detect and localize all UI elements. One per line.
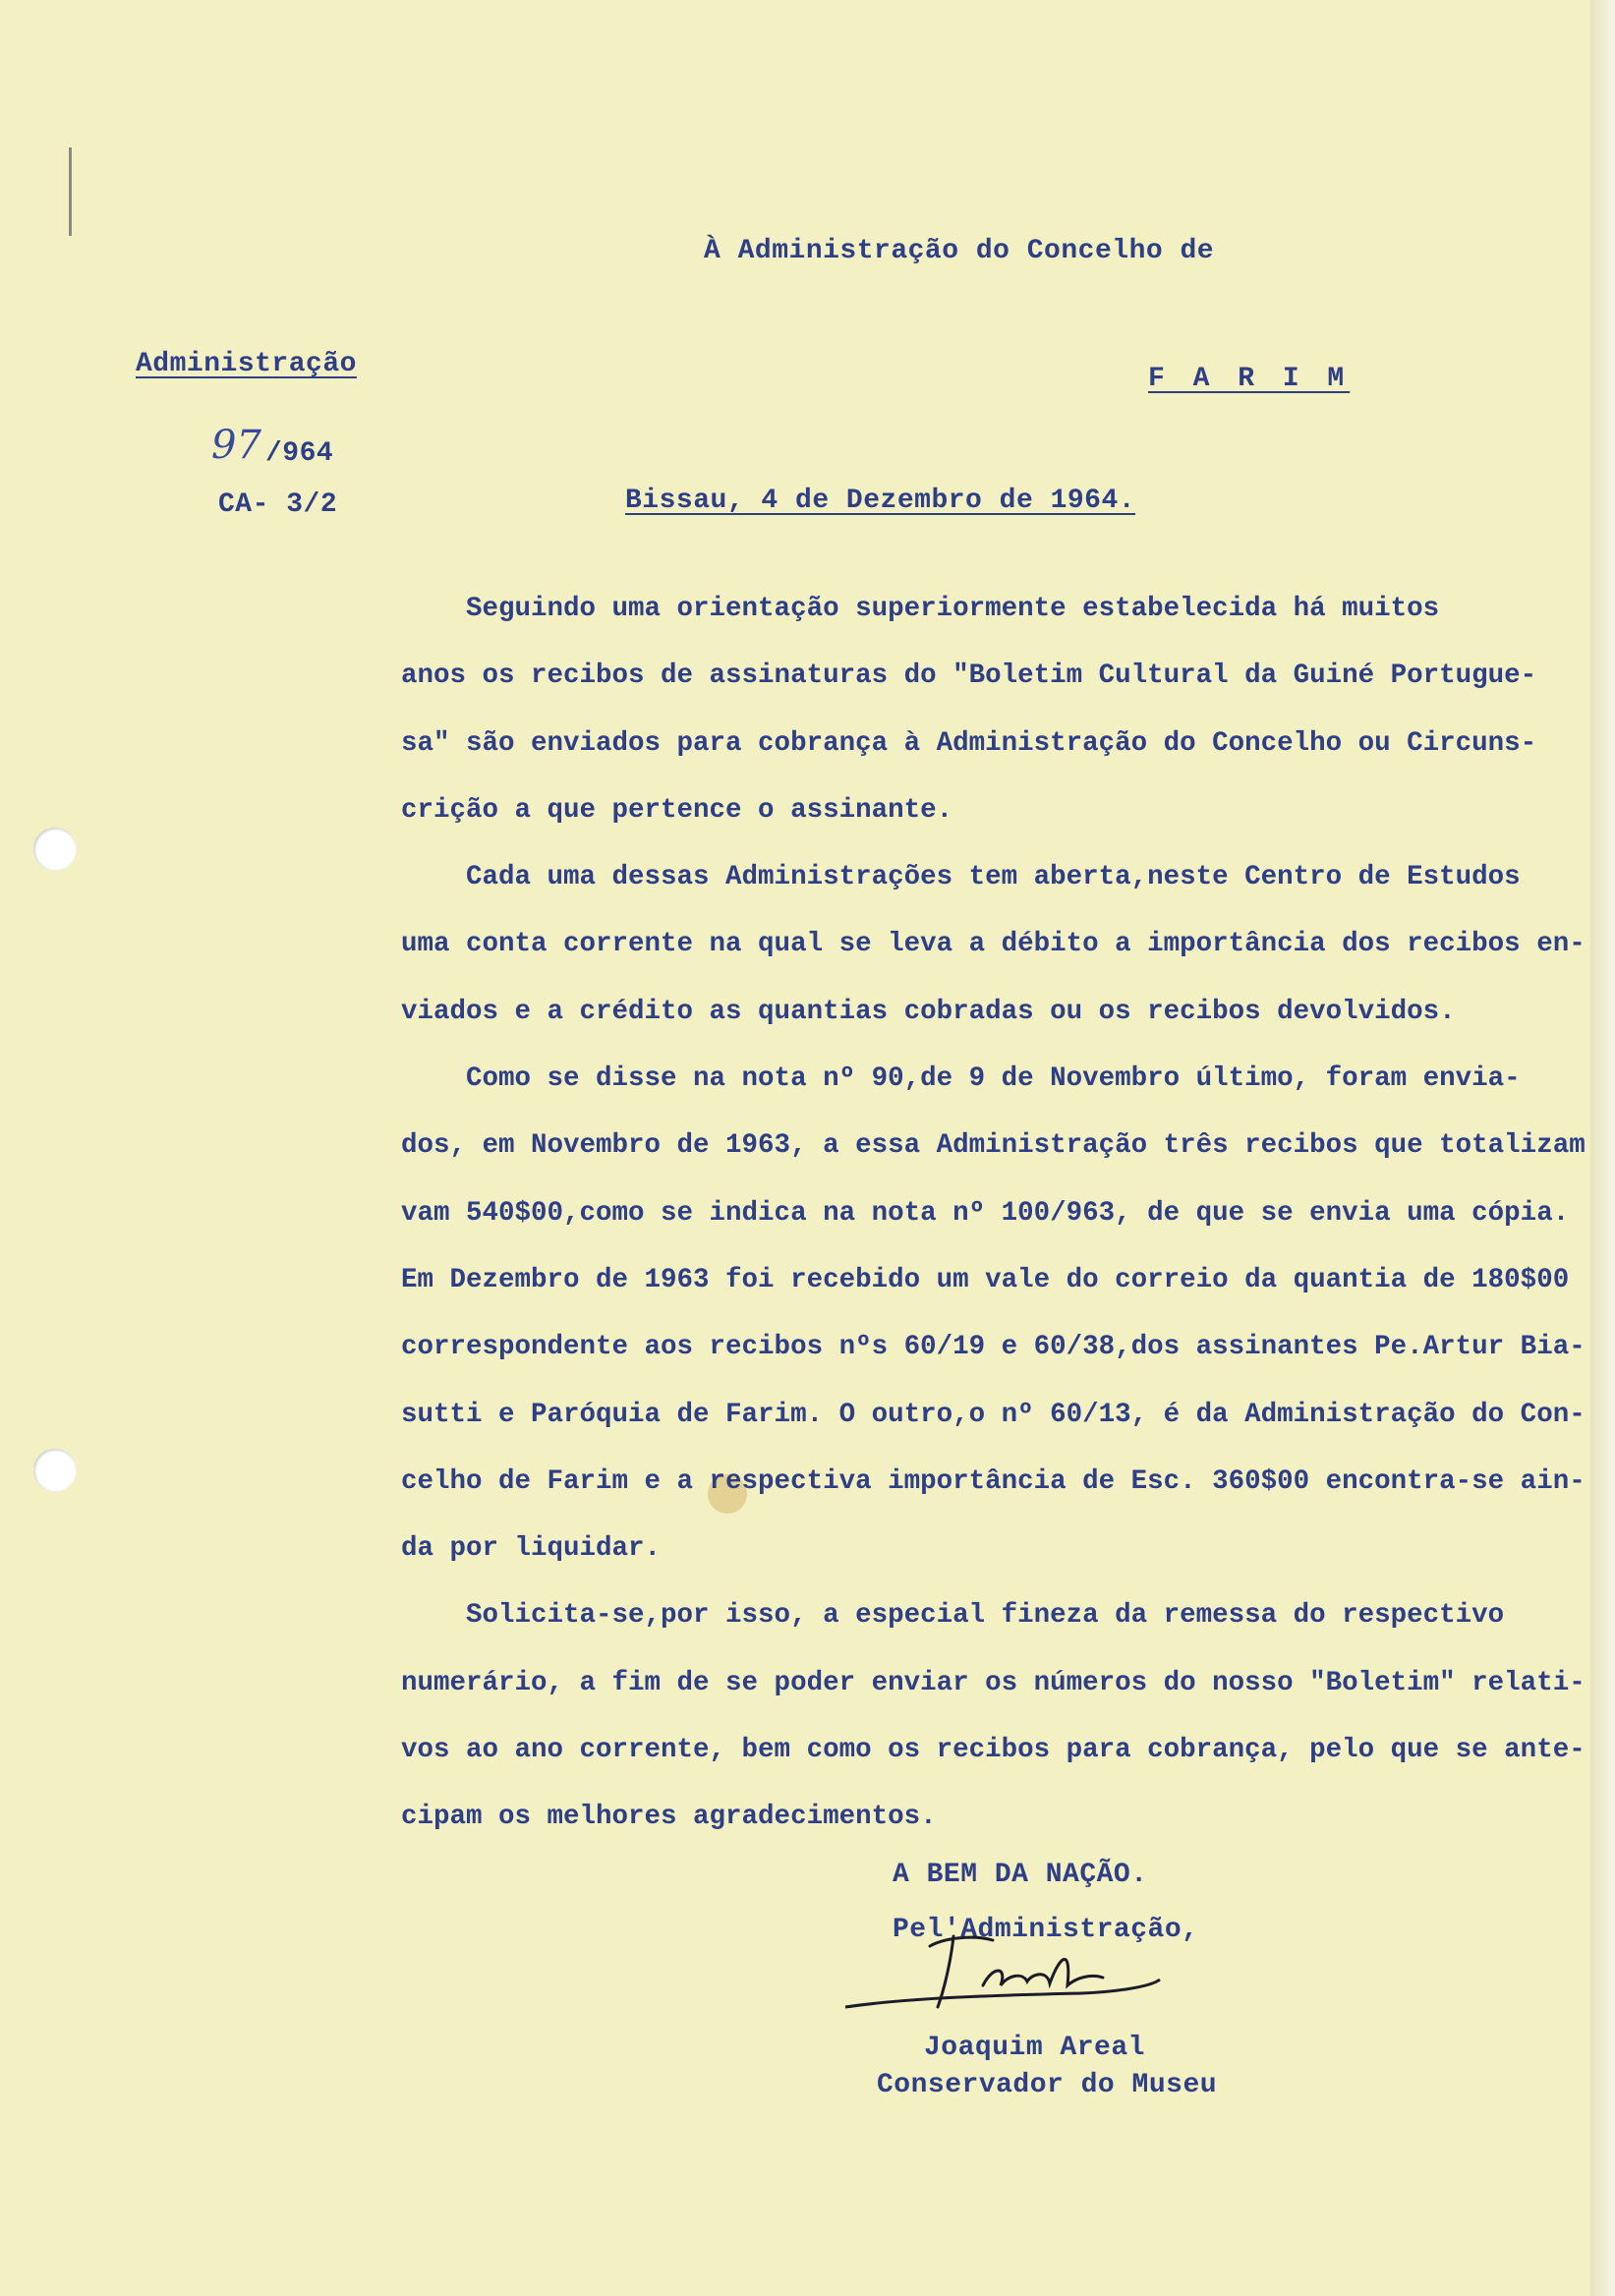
body-line: dos, em Novembro de 1963, a essa Administração três recibos que totalizam (401, 1130, 1586, 1162)
body-line: vos ao ano corrente, bem como os recibos para cobrança, pelo que se ante- (401, 1735, 1586, 1766)
punch-hole-top (33, 828, 77, 871)
staple-mark (69, 147, 72, 236)
closing-on-behalf: Pel'Administração, (893, 1915, 1199, 1945)
body-line: Solicita-se,por isso, a especial fineza da remessa do respectivo (401, 1600, 1505, 1632)
signatory-title: Conservador do Museu (877, 2070, 1218, 2100)
reference-year: /964 (265, 438, 334, 469)
signature (836, 1917, 1170, 2035)
letter-body (401, 576, 1595, 1852)
handwritten-number: 97 (211, 423, 261, 468)
body-line: da por liquidar. (401, 1533, 662, 1565)
signatory-name: Joaquim Areal (924, 2033, 1145, 2063)
body-line: Em Dezembro de 1963 foi recebido um vale do correio da quantia de 180$00 (401, 1264, 1570, 1295)
body-line: celho de Farim e a respectiva importância de Esc. 360$00 encontra-se ain- (401, 1465, 1586, 1497)
body-line: correspondente aos recibos nºs 60/19 e 60/38,dos assinantes Pe.Artur Bia- (401, 1332, 1586, 1363)
body-line: Cada uma dessas Administrações tem aberta,neste Centro de Estudos (401, 862, 1521, 893)
body-line: Como se disse na nota nº 90,de 9 de Novembro último, foram envia- (401, 1063, 1521, 1095)
body-line: sutti e Paróquia de Farim. O outro,o nº 60/13, é da Administração do Con- (401, 1399, 1586, 1430)
department-label: Administração (136, 349, 357, 379)
body-line: sa" são enviados para cobrança à Administração do Concelho ou Circuns- (401, 727, 1537, 759)
reference-code: CA- 3/2 (218, 489, 338, 520)
body-line: cipam os melhores agradecimentos. (401, 1802, 937, 1833)
body-line: anos os recibos de assinaturas do "Boletim Cultural da Guiné Portugue- (401, 660, 1537, 692)
body-line: uma conta corrente na qual se leva a débito a importância dos recibos en- (401, 929, 1586, 960)
body-line: Seguindo uma orientação superiormente estabelecida há muitos (401, 594, 1440, 624)
closing-salutation: A BEM DA NAÇÃO. (893, 1860, 1148, 1890)
body-line: vam 540$00,como se indica na nota nº 100/963, de que se envia uma cópia. (401, 1197, 1570, 1229)
recipient-line: À Administração do Concelho de (704, 236, 1215, 266)
body-line: numerário, a fim de se poder enviar os números do nosso "Boletim" relati- (401, 1667, 1586, 1698)
body-line: viados e a crédito as quantias cobradas ou os recibos devolvidos. (401, 996, 1456, 1027)
recipient-city: F A R I M (1148, 364, 1351, 394)
date-line: Bissau, 4 de Dezembro de 1964. (625, 486, 1136, 516)
punch-hole-bottom (33, 1449, 77, 1492)
body-line: crição a que pertence o assinante. (401, 794, 953, 826)
